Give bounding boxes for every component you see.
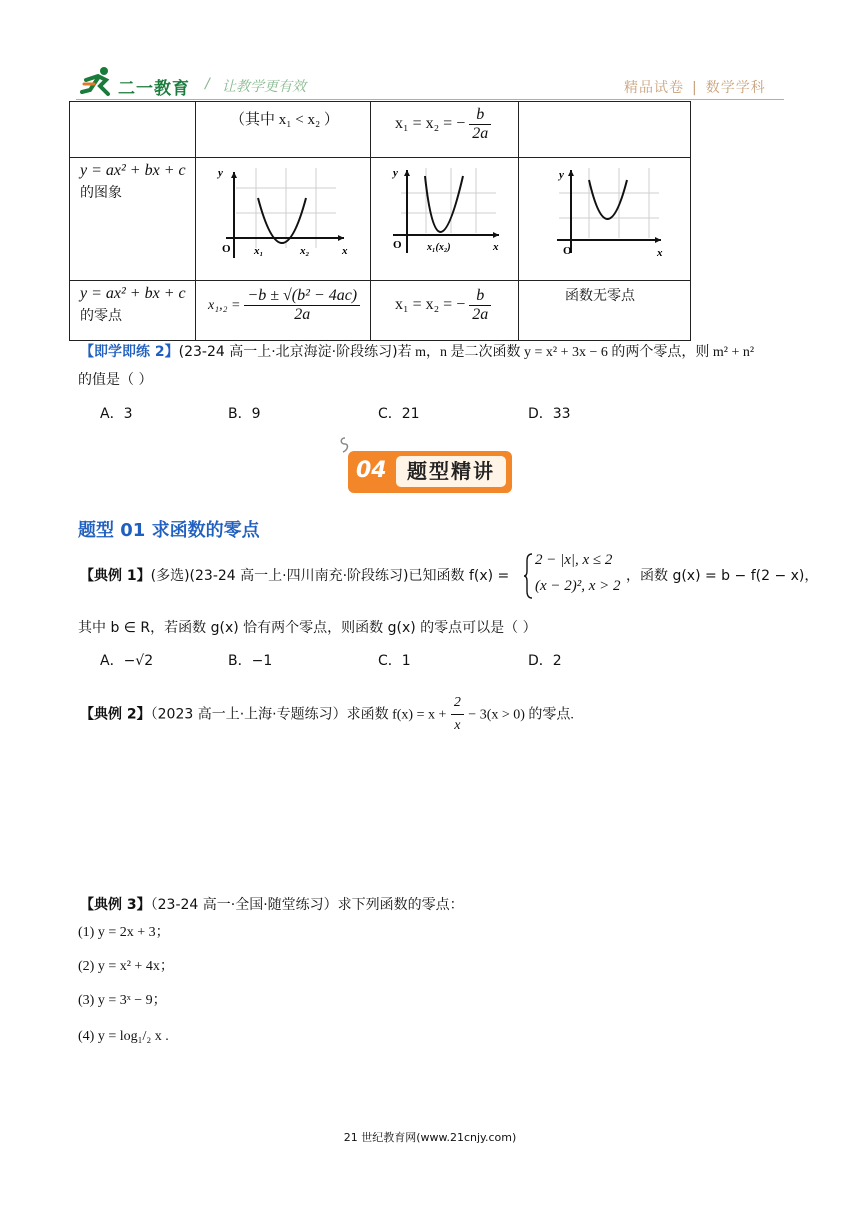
graph-x-label: x — [657, 247, 663, 259]
cell-double-root-zero: x₁ = x₂ = − — [395, 296, 466, 314]
graph-row-formula: y = ax² + bx + c — [80, 162, 186, 179]
graph-y-label: y — [559, 169, 564, 181]
example-3-item-1: (1) y = 2x + 3； — [78, 925, 170, 940]
option-c: C．1 — [378, 653, 411, 669]
example-3-source: （23-24 高一·全国·随堂练习） — [150, 897, 338, 913]
page-footer: 21 世纪教育网(www.21cnjy.com) — [343, 1131, 517, 1144]
header-separator: | — [692, 80, 698, 96]
example-3-item-4: (4) y = log₁/₂ x . — [78, 1029, 169, 1044]
example-1-prefix: (多选)(23-24 高一上·四川南充·阶段练习)已知函数 f(x) = — [150, 568, 510, 584]
example-1-suffix: ，函数 g(x) = b − f(2 − x)， — [626, 568, 819, 584]
example-2-tag: 【典例 2】 — [80, 706, 151, 723]
example-3-item-2: (2) y = x² + 4x； — [78, 959, 174, 974]
example-3-tag: 【典例 3】 — [80, 897, 151, 913]
header-right — [624, 77, 766, 97]
graph-row-label: 的图象 — [80, 185, 122, 201]
example-1-line1 — [80, 565, 509, 587]
brand-slogan: 让教学更有效 — [222, 79, 306, 95]
option-d: D．33 — [528, 406, 571, 422]
header-subject: 数学学科 — [705, 80, 766, 96]
parabola-two-roots-graph — [196, 158, 370, 276]
table-row: y = ax² + bx + c 的零点 x₁,₂ = $\frac{\text{−b ± √(b² − 4ac)}}{2a}$ x₁ = x₂ = − $\frac{b}{2a}$ 函数无零点 — [70, 281, 691, 341]
option-b: B．9 — [228, 406, 261, 422]
zeros-row-label: 的零点 — [80, 308, 122, 324]
section-title: 题型 01 求函数的零点 — [78, 520, 260, 541]
practice-question: 若 m，n 是二次函数 y = x² + 3x − 6 的两个零点，则 m² + n² — [397, 345, 755, 360]
example-3-text: 求下列函数的零点： — [337, 897, 464, 913]
graph-x-label: x — [342, 245, 348, 257]
practice-tag: 【即学即练 2】 — [80, 344, 179, 360]
piecewise-case-2: (x − 2)², x > 2 — [535, 578, 621, 594]
piecewise-brace-icon — [524, 553, 534, 599]
section-badge — [348, 451, 512, 493]
header-rule — [76, 99, 784, 100]
brand-logo-icon — [80, 66, 116, 98]
badge-label: 题型精讲 — [396, 456, 506, 487]
graph-origin: O — [563, 245, 572, 257]
option-c: C．21 — [378, 406, 420, 422]
quadratic-formula: $\frac{\text{−b ± √(b² − 4ac)}}{2a}$ — [244, 287, 360, 324]
option-d: D．2 — [528, 653, 562, 669]
graph-root-2: x₂ — [300, 245, 310, 257]
graph-double-root: x₁(x₂) — [427, 242, 451, 253]
table-row — [70, 158, 691, 281]
cell-no-zero: 函数无零点 — [565, 288, 635, 304]
piecewise-case-1: 2 − |x|, x ≤ 2 — [535, 552, 613, 568]
practice-question-cont: 的值是（ ） — [78, 372, 153, 388]
brand-name: 二一教育 — [118, 79, 190, 99]
example-2 — [80, 692, 574, 737]
example-1-tag: 【典例 1】 — [80, 568, 151, 584]
option-a: A．3 — [100, 406, 133, 422]
parabola-no-root-graph — [519, 158, 690, 276]
example-2-source: （2023 高一上·上海·专题练习） — [150, 706, 347, 723]
example-1-line2: 其中 b ∈ R，若函数 g(x) 恰有两个零点，则函数 g(x) 的零点可以是（ ） — [78, 620, 537, 636]
cell-double-root: x₁ = x₂ = − — [395, 115, 466, 133]
zeros-row-formula: y = ax² + bx + c — [80, 285, 186, 302]
table-row: （其中 x₁ < x₂ ） x₁ = x₂ = − $\frac{b}{2a}$ — [70, 102, 691, 158]
badge-number: 04 — [356, 458, 387, 483]
quadratic-zeros-table — [69, 101, 691, 341]
parabola-one-root-graph — [371, 158, 518, 276]
example-2-text-b: − 3(x > 0) 的零点. — [468, 707, 574, 723]
option-a: A．−√2 — [100, 653, 154, 669]
brand-slogan-divider: / — [205, 76, 210, 92]
cell-condition: （其中 x₁ < x₂ ） — [230, 112, 339, 128]
practice-source: (23-24 高一上·北京海淀·阶段练习) — [178, 344, 398, 360]
graph-root-1: x₁ — [254, 245, 264, 257]
graph-origin: O — [393, 239, 402, 251]
example-3-item-3: (3) y = 3ˣ − 9； — [78, 993, 167, 1008]
graph-y-label: y — [393, 167, 398, 179]
header-category: 精品试卷 — [624, 80, 684, 96]
graph-x-label: x — [493, 241, 499, 253]
example-3 — [80, 894, 464, 916]
graph-origin: O — [222, 243, 231, 255]
practice-2 — [80, 341, 800, 364]
graph-y-label: y — [218, 167, 223, 179]
example-2-fraction: $\frac{2}{x}$ — [451, 692, 464, 737]
quadratic-formula-lhs: x₁,₂ = — [208, 298, 241, 314]
option-b: B．−1 — [228, 653, 273, 669]
example-2-text-a: 求函数 f(x) = x + — [346, 707, 447, 723]
